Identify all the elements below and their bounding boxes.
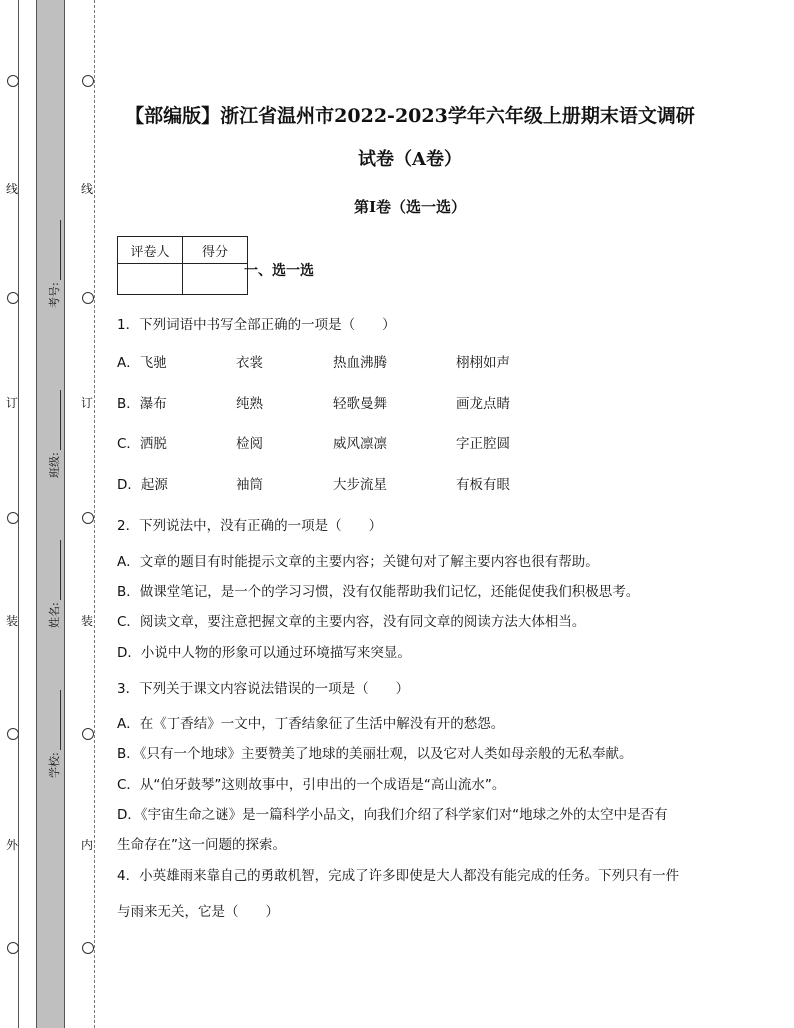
strip-left-edge [36,0,37,1028]
binding-hole [82,75,94,87]
q1-word: 大步流星 [333,477,387,493]
volume-title: 第Ⅰ卷（选一选） [353,198,467,216]
q1-word: 栩栩如声 [456,355,510,371]
q1-option-a: A．飞驰 [117,355,167,371]
q1-option-c: C．洒脱 [117,436,167,452]
binding-hole [82,512,94,524]
q1-word: 衣裳 [236,355,263,371]
question-4-stem-cont: 与雨来无关，它是（ ） [117,904,279,920]
binding-hole [82,292,94,304]
binding-char: 外 [5,838,18,852]
question-3-stem: 3．下列关于课文内容说法错误的一项是（ ） [117,681,410,697]
binding-hole [7,728,19,740]
q1-word: 画龙点睛 [456,396,510,412]
name-field[interactable]: 姓名: [46,548,62,628]
q3-option-b: B．《只有一个地球》主要赞美了地球的美丽壮观，以及它对人类如母亲般的无私奉献。 [117,746,633,762]
binding-char: 线 [5,182,18,196]
binding-hole [7,292,19,304]
question-1-stem: 1．下列词语中书写全部正确的一项是（ ） [117,317,396,333]
exam-title: 【部编版】浙江省温州市2022-2023学年六年级上册期末语文调研 [125,105,695,127]
question-2-stem: 2．下列说法中，没有正确的一项是（ ） [117,518,383,534]
score-header: 得分 [183,237,248,264]
q1-word: 轻歌曼舞 [333,396,387,412]
q3-option-d-cont: 生命存在”这一问题的探索。 [117,837,286,853]
q1-word: 有板有眼 [456,477,510,493]
q2-option-c: C．阅读文章，要注意把握文章的主要内容，没有同文章的阅读方法大体相当。 [117,614,586,630]
section-title: 一、选一选 [244,263,314,279]
q1-word: 检阅 [236,436,263,452]
q1-word: 威风凛凛 [333,436,387,452]
binding-hole [7,942,19,954]
q2-option-a: A．文章的题目有时能提示文章的主要内容；关键句对了解主要内容也很有帮助。 [117,554,599,570]
binding-hole [82,942,94,954]
binding-char: 装 [5,614,18,628]
q1-word: 字正腔圆 [456,436,510,452]
class-field[interactable]: 班级: [46,398,62,478]
q1-option-b: B．瀑布 [117,396,167,412]
score-cell[interactable] [183,264,248,295]
binding-hole [82,728,94,740]
question-4-stem: 4．小英雄雨来靠自己的勇敢机智，完成了许多即使是大人都没有能完成的任务。下列只有一件 [117,868,680,884]
exam-subtitle: 试卷（A卷） [358,149,462,170]
grader-cell[interactable] [118,264,183,295]
q1-option-d: D．起源 [117,477,168,493]
inner-binding-line [94,0,95,1028]
binding-hole [7,75,19,87]
q3-option-d: D．《宇宙生命之谜》是一篇科学小品文，向我们介绍了科学家们对“地球之外的太空中是否有 [117,807,668,823]
strip-right-edge [64,0,65,1028]
q1-word: 袖筒 [236,477,263,493]
q3-option-a: A．在《丁香结》一文中，丁香结象征了生活中解没有开的愁怨。 [117,716,505,732]
score-table [117,236,248,295]
exam-number-field[interactable]: 考号: [46,228,62,308]
binding-char: 装 [80,614,93,628]
binding-char: 订 [80,396,93,410]
q3-option-c: C．从“伯牙鼓琴”这则故事中，引申出的一个成语是“高山流水”。 [117,777,506,793]
q1-word: 纯熟 [236,396,263,412]
school-field[interactable]: 学校: [46,698,62,778]
binding-char: 线 [80,182,93,196]
grader-header: 评卷人 [118,237,183,264]
q1-word: 热血沸腾 [333,355,387,371]
binding-strip [36,0,64,1028]
q2-option-d: D．小说中人物的形象可以通过环境描写来突显。 [117,645,411,661]
binding-char: 内 [80,838,93,852]
binding-hole [7,512,19,524]
q2-option-b: B．做课堂笔记，是一个的学习习惯，没有仅能帮助我们记忆，还能促使我们积极思考。 [117,584,640,600]
binding-char: 订 [5,396,18,410]
